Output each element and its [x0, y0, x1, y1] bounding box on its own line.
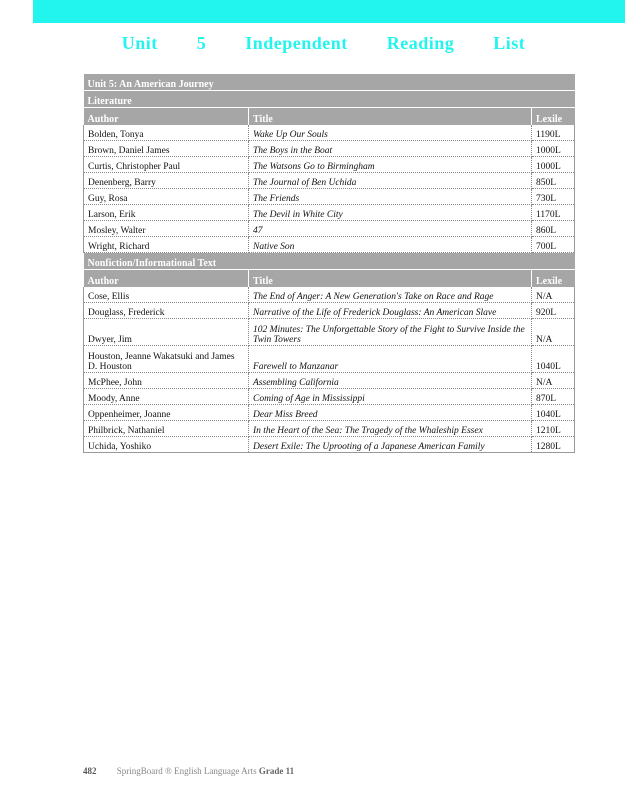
author-cell: Larson, Erik [84, 205, 249, 221]
footer-text: SpringBoard ® English Language Arts [116, 766, 257, 776]
section-title: Nonfiction/Informational Text [84, 253, 575, 270]
title-cell: Farewell to Manzanar [249, 346, 532, 373]
author-cell: Moody, Anne [84, 389, 249, 405]
title-cell: In the Heart of the Sea: The Tragedy of the Whaleship Essex [249, 421, 532, 437]
table-row [84, 437, 575, 453]
title-cell: The Journal of Ben Uchida [249, 173, 532, 189]
title-cell: The Watsons Go to Birmingham [249, 157, 532, 173]
author-cell: Cose, Ellis [84, 287, 249, 303]
table-row [84, 389, 575, 405]
section-header-row [84, 253, 575, 270]
author-cell: Houston, Jeanne Wakatsuki and James D. Houston [84, 346, 249, 373]
reading-list-body [84, 74, 575, 453]
lexile-cell: 1190L [532, 125, 575, 141]
title-cell: Wake Up Our Souls [249, 125, 532, 141]
table-row [84, 125, 575, 141]
lexile-column-header: Lexile [532, 108, 575, 126]
section-header-row [84, 91, 575, 108]
page-title-word: Independent [245, 37, 348, 53]
title-cell: Coming of Age in Mississippi [249, 389, 532, 405]
title-cell: Native Son [249, 237, 532, 253]
title-column-header: Title [249, 108, 532, 126]
author-cell: Bolden, Tonya [84, 125, 249, 141]
author-cell: Oppenheimer, Joanne [84, 405, 249, 421]
column-header-row [84, 108, 575, 126]
table-row [84, 141, 575, 157]
lexile-cell: N/A [532, 319, 575, 346]
title-cell: The Boys in the Boat [249, 141, 532, 157]
title-cell: The End of Anger: A New Generation's Take on Race and Rage [249, 287, 532, 303]
author-cell: Uchida, Yoshiko [84, 437, 249, 453]
author-cell: Guy, Rosa [84, 189, 249, 205]
lexile-cell: 860L [532, 221, 575, 237]
header-color-bar [33, 0, 625, 23]
lexile-cell: 730L [532, 189, 575, 205]
lexile-cell: 1170L [532, 205, 575, 221]
lexile-cell: 1280L [532, 437, 575, 453]
table-row [84, 405, 575, 421]
author-cell: Curtis, Christopher Paul [84, 157, 249, 173]
title-cell: 47 [249, 221, 532, 237]
page-number: 482 [83, 766, 97, 776]
author-cell: Mosley, Walter [84, 221, 249, 237]
table-row [84, 287, 575, 303]
author-column-header: Author [84, 270, 249, 288]
table-row [84, 373, 575, 389]
title-column-header: Title [249, 270, 532, 288]
lexile-cell: 700L [532, 237, 575, 253]
table-row [84, 346, 575, 373]
title-cell: Desert Exile: The Uprooting of a Japanese American Family [249, 437, 532, 453]
title-cell: The Devil in White City [249, 205, 532, 221]
page-title [0, 37, 625, 57]
page-title-word: Unit [121, 37, 158, 53]
lexile-cell: 1040L [532, 405, 575, 421]
lexile-cell: N/A [532, 373, 575, 389]
lexile-cell: 1000L [532, 141, 575, 157]
page-title-word: List [493, 37, 526, 53]
table-row [84, 237, 575, 253]
column-header-row [84, 270, 575, 288]
title-cell: 102 Minutes: The Unforgettable Story of the Fight to Survive Inside the Twin Towers [249, 319, 532, 346]
table-row [84, 189, 575, 205]
table-row [84, 205, 575, 221]
lexile-cell: N/A [532, 287, 575, 303]
page-title-word: Reading [386, 37, 455, 53]
page-title-word: 5 [196, 37, 207, 53]
title-cell: The Friends [249, 189, 532, 205]
lexile-column-header: Lexile [532, 270, 575, 288]
lexile-cell: 870L [532, 389, 575, 405]
author-cell: Wright, Richard [84, 237, 249, 253]
title-cell: Dear Miss Breed [249, 405, 532, 421]
table-row [84, 157, 575, 173]
footer-grade: Grade 11 [258, 766, 295, 776]
table-row [84, 421, 575, 437]
author-cell: Douglass, Frederick [84, 303, 249, 319]
author-cell: Philbrick, Nathaniel [84, 421, 249, 437]
lexile-cell: 1210L [532, 421, 575, 437]
table-row [84, 303, 575, 319]
table-row [84, 221, 575, 237]
lexile-cell: 920L [532, 303, 575, 319]
unit-banner: Unit 5: An American Journey [84, 74, 575, 91]
section-title: Literature [84, 91, 575, 108]
reading-list-table [83, 74, 575, 453]
table-row [84, 319, 575, 346]
author-cell: Dwyer, Jim [84, 319, 249, 346]
table-row [84, 173, 575, 189]
title-cell: Assembling California [249, 373, 532, 389]
author-column-header: Author [84, 108, 249, 126]
lexile-cell: 850L [532, 173, 575, 189]
author-cell: Denenberg, Barry [84, 173, 249, 189]
page-footer [83, 766, 294, 776]
lexile-cell: 1040L [532, 346, 575, 373]
author-cell: McPhee, John [84, 373, 249, 389]
lexile-cell: 1000L [532, 157, 575, 173]
unit-banner-row [84, 74, 575, 91]
author-cell: Brown, Daniel James [84, 141, 249, 157]
title-cell: Narrative of the Life of Frederick Douglass: An American Slave [249, 303, 532, 319]
